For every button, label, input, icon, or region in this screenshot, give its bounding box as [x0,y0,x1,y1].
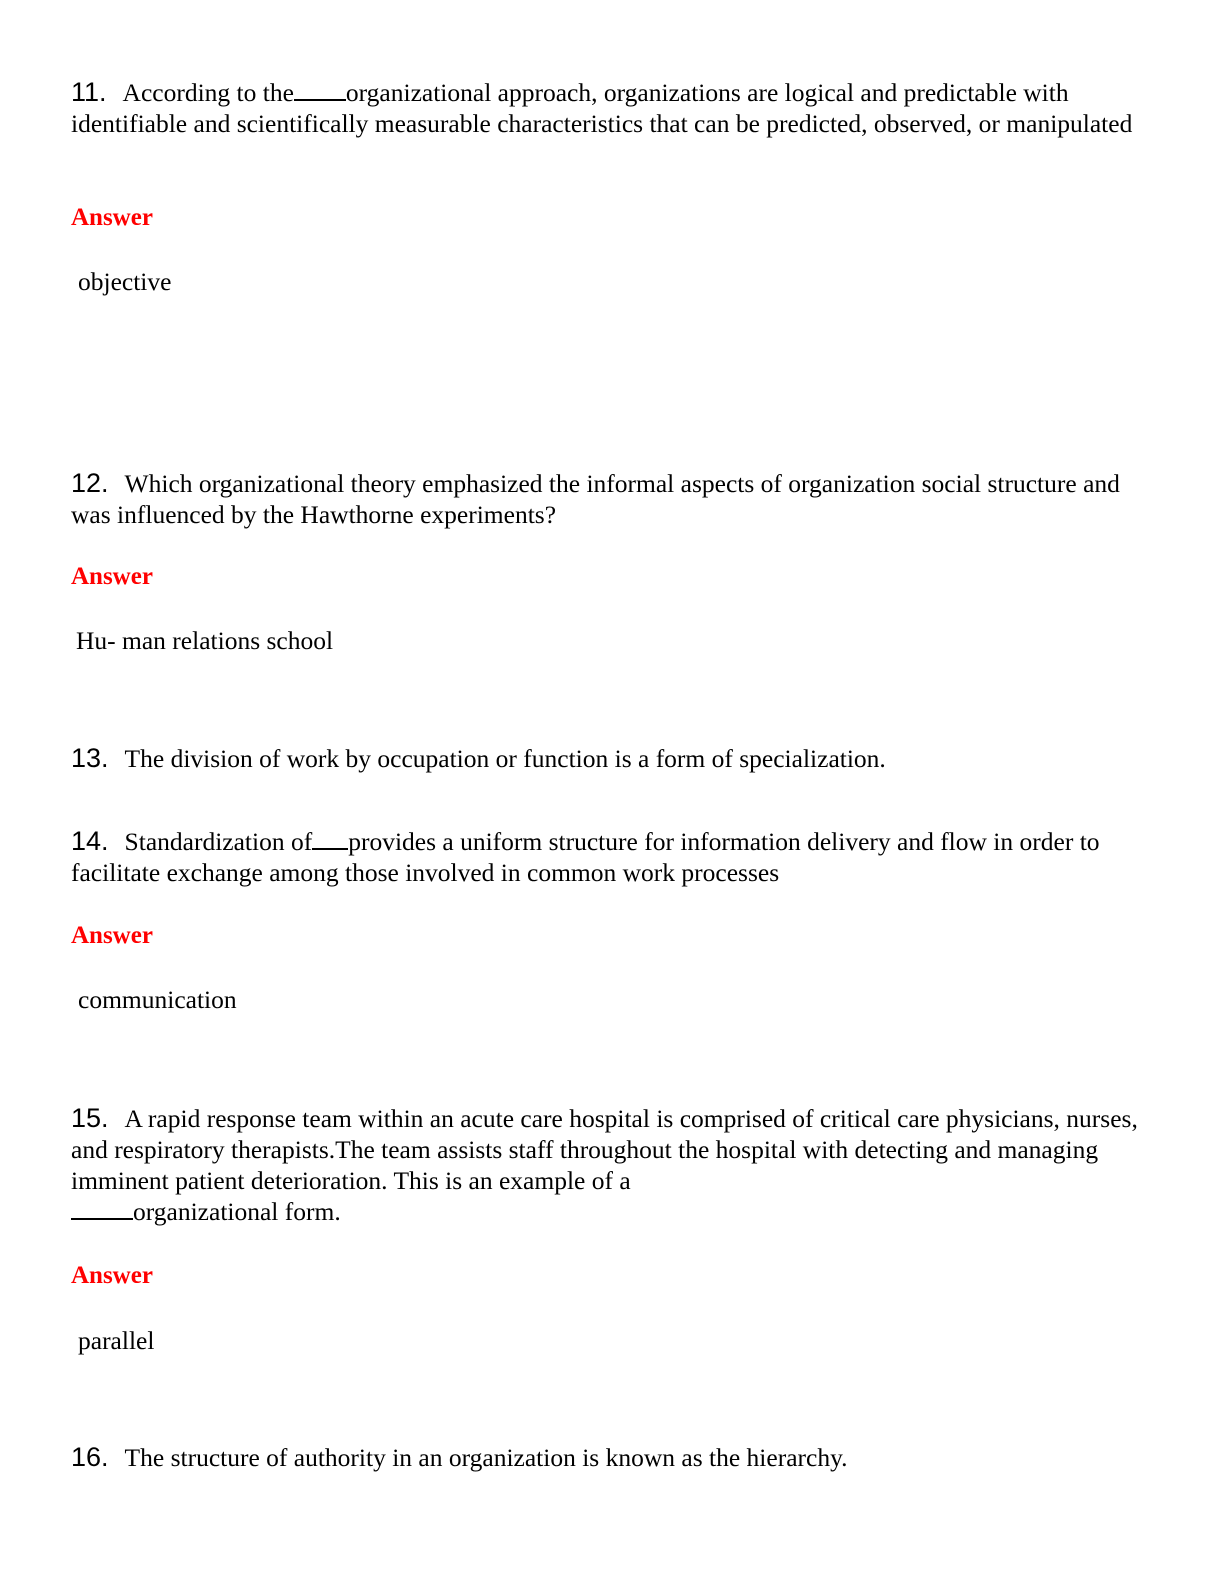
question-text: provides a uniform structure for information delivery and flow in order to facilitate exchange among those involved in common work processes [71,827,1100,887]
question-text: organizational approach, organizations are logical and predictable with identifiable and scientifically measurable characteristics that can be predicted, observed, or manipulated [71,78,1133,138]
question-text: organizational form. [133,1197,341,1226]
question-text: Standardization of [124,827,313,856]
answer-blank [71,1196,133,1220]
answer-blank [312,826,348,850]
question-15 [71,1103,1151,1227]
answer-text: objective [78,267,172,296]
question-text: Which organizational theory emphasized the informal aspects of organization social structure and was influenced by the Hawthorne experiments? [71,469,1120,529]
question-text: A rapid response team within an acute care hospital is comprised of critical care physicians, nurses, and respiratory therapists.The team assists staff throughout the hospital with detecting and managing imminent patient deterioration. This is an example of a [71,1104,1138,1195]
question-16 [71,1442,1151,1473]
answer-label: Answer [71,922,153,949]
answer-label: Answer [71,563,153,590]
question-14 [71,826,1151,888]
question-12 [71,468,1151,530]
answer-text: parallel [78,1326,155,1355]
question-number: 13. [71,743,109,773]
question-13 [71,743,1151,774]
question-text: According to the [122,78,294,107]
question-number: 15. [71,1103,109,1133]
answer-label: Answer [71,204,153,231]
question-number: 14. [71,826,109,856]
question-number: 11. [71,77,107,107]
question-text: The structure of authority in an organization is known as the hierarchy. [124,1443,848,1472]
answer-blank [294,77,346,101]
question-text: The division of work by occupation or function is a form of specialization. [124,744,886,773]
answer-text: Hu- man relations school [76,626,334,655]
answer-text: communication [78,985,237,1014]
question-number: 12. [71,468,109,498]
question-number: 16. [71,1442,109,1472]
answer-label: Answer [71,1262,153,1289]
question-11 [71,77,1151,139]
